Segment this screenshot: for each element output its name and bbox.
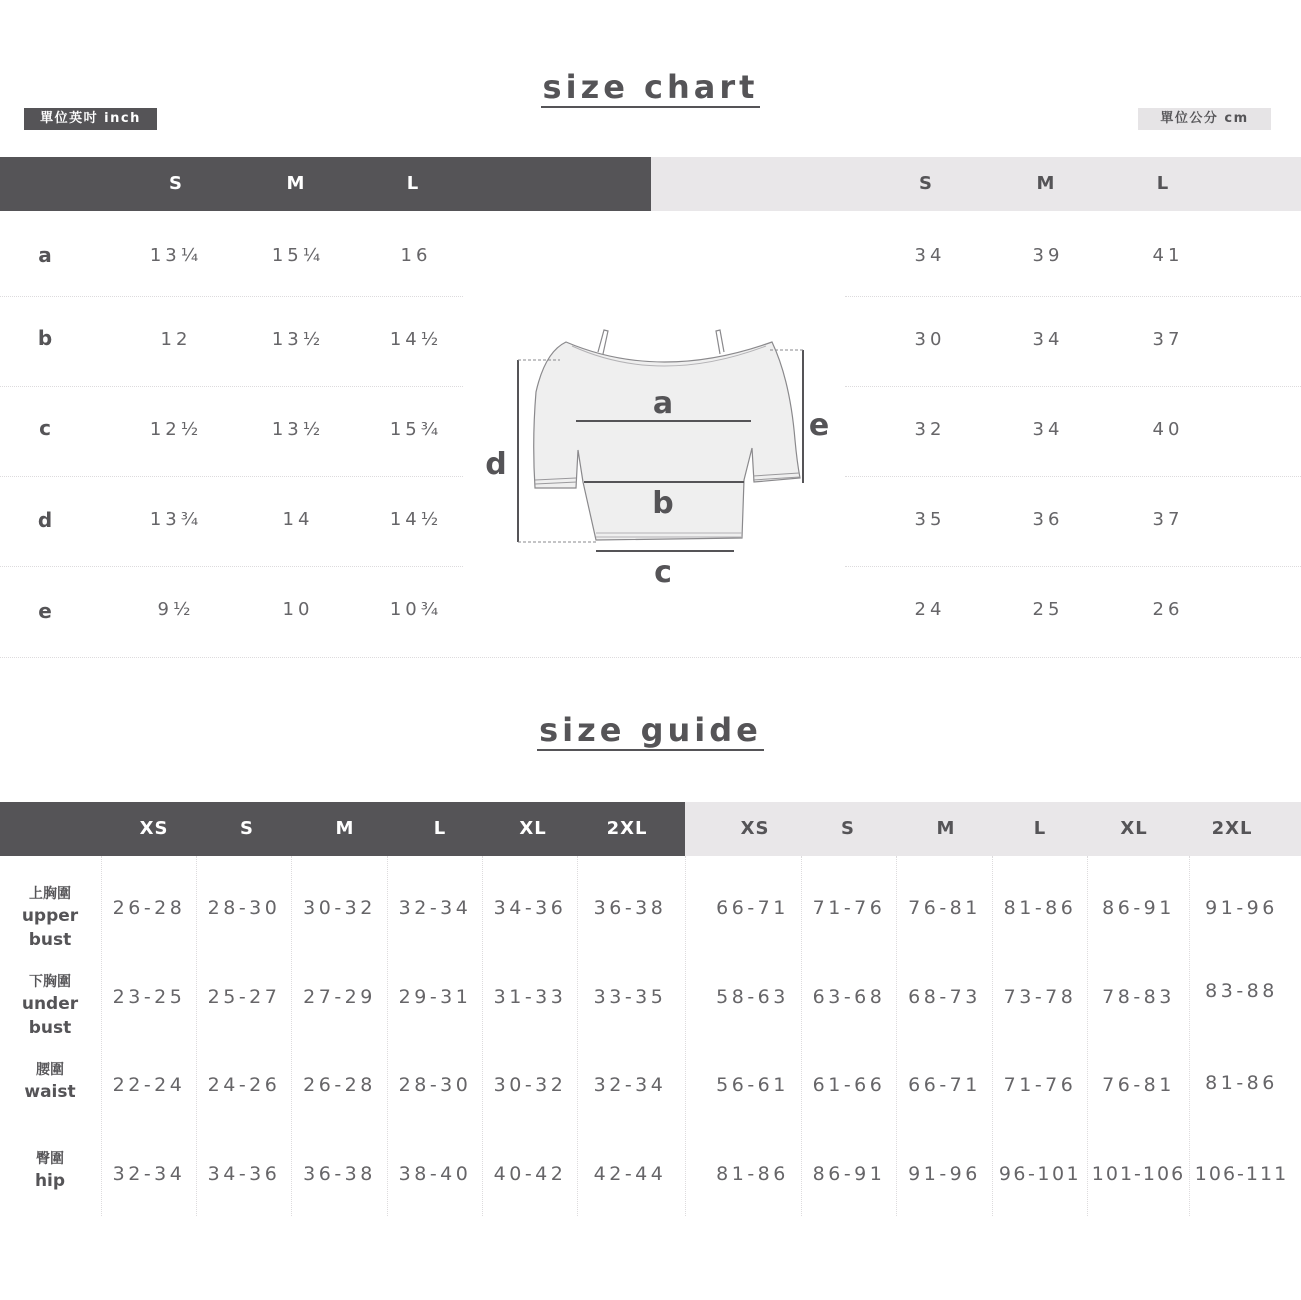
row-label-en: waist [24, 1082, 76, 1102]
inch-value: 29-31 [398, 986, 472, 1008]
cm-value: 83-88 [1205, 980, 1278, 1002]
inch-value: 32-34 [112, 1163, 186, 1185]
cm-value: 58-63 [716, 986, 789, 1008]
row-label-en: under bust [21, 994, 79, 1038]
diagram-label-c: c [654, 555, 672, 590]
guide-header-inch [0, 802, 685, 856]
row-label: a [38, 243, 52, 267]
cm-value: 96-101 [998, 1163, 1082, 1185]
row-label: c [39, 416, 51, 440]
inch-value: 14½ [389, 329, 443, 350]
guide-header-size: XS [740, 818, 770, 839]
inch-value: 10 [282, 599, 314, 620]
cm-value: 56-61 [716, 1074, 789, 1096]
inch-value: 15¼ [271, 245, 325, 266]
chart-header-size: S [169, 173, 183, 194]
cm-value: 32 [914, 419, 946, 440]
inch-value: 13½ [271, 329, 325, 350]
row-divider [845, 566, 1301, 567]
unit-inch-badge: 單位英吋 inch [24, 108, 157, 130]
cm-value: 34 [1032, 329, 1064, 350]
inch-value: 34-36 [493, 897, 567, 919]
row-label: e [38, 599, 52, 623]
inch-value: 28-30 [207, 897, 281, 919]
cm-value: 76-81 [1102, 1074, 1175, 1096]
inch-value: 13¾ [149, 509, 203, 530]
row-label [0, 972, 100, 1040]
inch-value: 24-26 [207, 1074, 281, 1096]
chart-header-size: L [406, 173, 420, 194]
cm-value: 66-71 [716, 897, 789, 919]
size-chart-title: size chart [542, 68, 759, 106]
guide-header-size: L [433, 818, 447, 839]
inch-value: 14½ [389, 509, 443, 530]
guide-header-cm [685, 802, 1301, 856]
cm-value: 61-66 [812, 1074, 886, 1096]
guide-header-size: M [936, 818, 956, 839]
guide-header-size: XS [139, 818, 169, 839]
inch-value: 13½ [271, 419, 325, 440]
cm-value: 37 [1152, 509, 1184, 530]
row-label [0, 1149, 100, 1193]
inch-value: 36-38 [593, 897, 667, 919]
row-label [0, 1060, 100, 1104]
cm-value: 66-71 [908, 1074, 981, 1096]
cm-value: 34 [914, 245, 946, 266]
guide-header-size: M [335, 818, 355, 839]
chart-header-size: M [1036, 173, 1056, 194]
inch-value: 15¾ [389, 419, 443, 440]
cm-value: 91-96 [908, 1163, 981, 1185]
row-divider [845, 476, 1301, 477]
cm-value: 86-91 [812, 1163, 886, 1185]
cm-value: 37 [1152, 329, 1184, 350]
inch-value: 32-34 [593, 1074, 667, 1096]
cm-value: 39 [1032, 245, 1064, 266]
inch-value: 31-33 [493, 986, 567, 1008]
row-divider [0, 476, 463, 477]
cm-value: 101-106 [1091, 1163, 1186, 1185]
row-divider [845, 296, 1301, 297]
inch-value: 27-29 [303, 986, 376, 1008]
row-divider [0, 657, 1301, 658]
guide-header-size: S [841, 818, 855, 839]
cm-value: 81-86 [1205, 1072, 1278, 1094]
inch-value: 16 [400, 245, 432, 266]
crop-top-measurement-diagram [470, 315, 840, 595]
inch-value: 13¼ [149, 245, 203, 266]
cm-value: 40 [1152, 419, 1184, 440]
cm-value: 71-76 [1003, 1074, 1077, 1096]
cm-value: 34 [1032, 419, 1064, 440]
guide-header-size: 2XL [606, 818, 648, 839]
guide-header-size: 2XL [1211, 818, 1253, 839]
row-label-zh: 臀圍 [36, 1151, 64, 1167]
inch-value: 40-42 [493, 1163, 567, 1185]
row-divider [0, 566, 463, 567]
inch-value: 30-32 [493, 1074, 567, 1096]
guide-header-size: XL [1120, 818, 1148, 839]
chart-header-size: L [1156, 173, 1170, 194]
inch-value: 25-27 [207, 986, 281, 1008]
cm-value: 76-81 [908, 897, 981, 919]
chart-header-inch [0, 157, 651, 211]
row-label [0, 884, 100, 952]
inch-value: 42-44 [593, 1163, 667, 1185]
cm-value: 73-78 [1003, 986, 1077, 1008]
inch-value: 22-24 [112, 1074, 186, 1096]
cm-value: 78-83 [1102, 986, 1175, 1008]
cm-value: 81-86 [1003, 897, 1077, 919]
inch-value: 12½ [149, 419, 203, 440]
diagram-label-b: b [652, 486, 674, 521]
size-guide-title: size guide [539, 711, 762, 749]
row-label-zh: 上胸圍 [29, 886, 71, 902]
diagram-label-e: e [808, 408, 830, 443]
inch-value: 30-32 [303, 897, 376, 919]
row-label-en: upper bust [21, 906, 79, 950]
cm-value: 24 [914, 599, 946, 620]
inch-value: 32-34 [398, 897, 472, 919]
row-divider [0, 386, 463, 387]
cm-value: 63-68 [812, 986, 886, 1008]
chart-header-cm [651, 157, 1301, 211]
unit-cm-badge: 單位公分 cm [1138, 108, 1271, 130]
cm-value: 35 [914, 509, 946, 530]
cm-value: 68-73 [908, 986, 981, 1008]
cm-value: 30 [914, 329, 946, 350]
row-label-zh: 腰圍 [36, 1062, 64, 1078]
guide-header-size: XL [519, 818, 547, 839]
cm-value: 26 [1152, 599, 1184, 620]
chart-header-size: S [919, 173, 933, 194]
diagram-label-d: d [485, 447, 507, 482]
row-label: b [37, 326, 53, 350]
inch-value: 28-30 [398, 1074, 472, 1096]
cm-value: 106-111 [1194, 1163, 1289, 1185]
inch-value: 23-25 [112, 986, 186, 1008]
guide-header-size: L [1033, 818, 1047, 839]
row-divider [0, 296, 463, 297]
guide-header-size: S [240, 818, 254, 839]
chart-header-size: M [286, 173, 306, 194]
row-label-en: hip [34, 1171, 66, 1191]
cm-value: 25 [1032, 599, 1064, 620]
row-label-zh: 下胸圍 [29, 974, 71, 990]
cm-value: 36 [1032, 509, 1064, 530]
inch-value: 34-36 [207, 1163, 281, 1185]
column-divider [685, 856, 686, 1216]
inch-value: 26-28 [303, 1074, 376, 1096]
row-divider [845, 386, 1301, 387]
cm-value: 41 [1152, 245, 1184, 266]
inch-value: 12 [160, 329, 192, 350]
cm-value: 81-86 [716, 1163, 789, 1185]
inch-value: 14 [282, 509, 314, 530]
inch-value: 33-35 [593, 986, 667, 1008]
cm-value: 71-76 [812, 897, 886, 919]
cm-value: 86-91 [1102, 897, 1175, 919]
inch-value: 36-38 [303, 1163, 376, 1185]
inch-value: 10¾ [389, 599, 443, 620]
diagram-label-a: a [652, 386, 674, 421]
inch-value: 9½ [157, 599, 195, 620]
inch-value: 38-40 [398, 1163, 472, 1185]
cm-value: 91-96 [1205, 897, 1278, 919]
row-label: d [37, 508, 53, 532]
inch-value: 26-28 [112, 897, 186, 919]
